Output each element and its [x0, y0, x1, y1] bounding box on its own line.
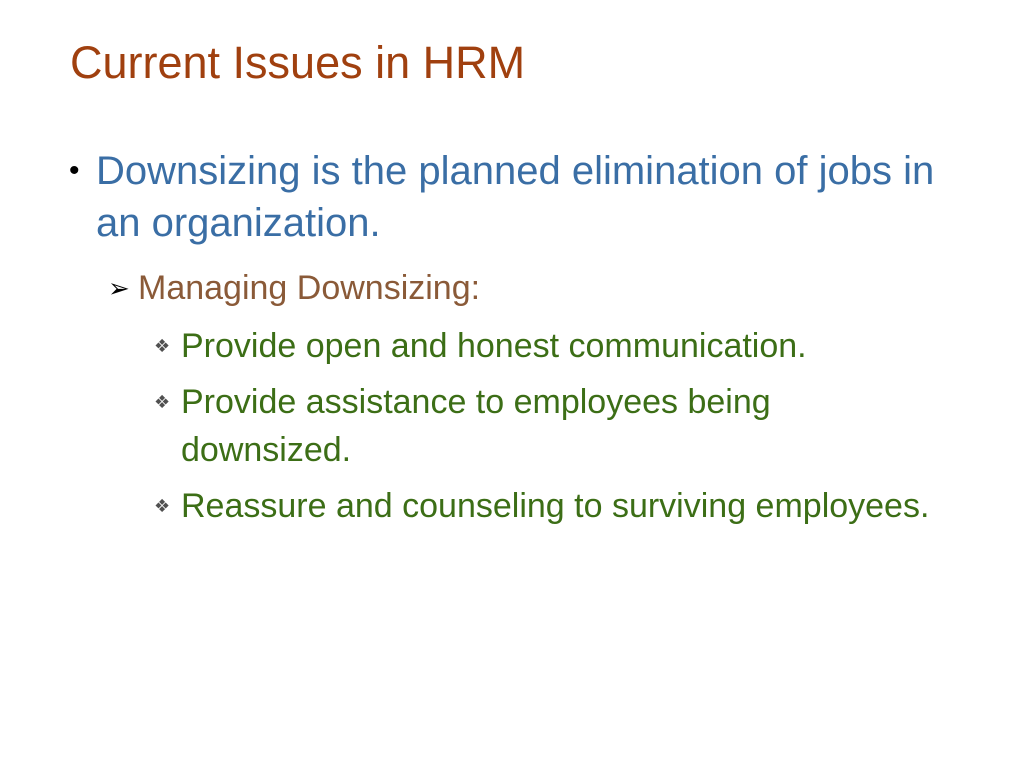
point-text: Provide open and honest communication. — [181, 327, 807, 365]
point-item — [154, 482, 941, 530]
bullet-text: Downsizing is the planned elimination of jobs in an organization. — [96, 149, 935, 245]
point-text: Provide assistance to employees being downsized. — [181, 383, 771, 469]
point-text: Reassure and counseling to surviving employees. — [181, 487, 930, 525]
bullet-dot-icon: • — [69, 154, 80, 187]
slide-title: Current Issues in HRM — [70, 37, 526, 88]
point-item — [154, 378, 941, 474]
arrow-bullet-icon: ➢ — [108, 273, 130, 303]
point-item — [154, 322, 941, 370]
bullet-item — [69, 145, 986, 249]
diamond-bullet-icon: ❖ — [154, 336, 171, 356]
diamond-bullet-icon: ❖ — [154, 392, 171, 412]
subheading-item — [108, 266, 978, 310]
subheading-text: Managing Downsizing: — [138, 269, 481, 307]
diamond-bullet-icon: ❖ — [154, 496, 171, 516]
